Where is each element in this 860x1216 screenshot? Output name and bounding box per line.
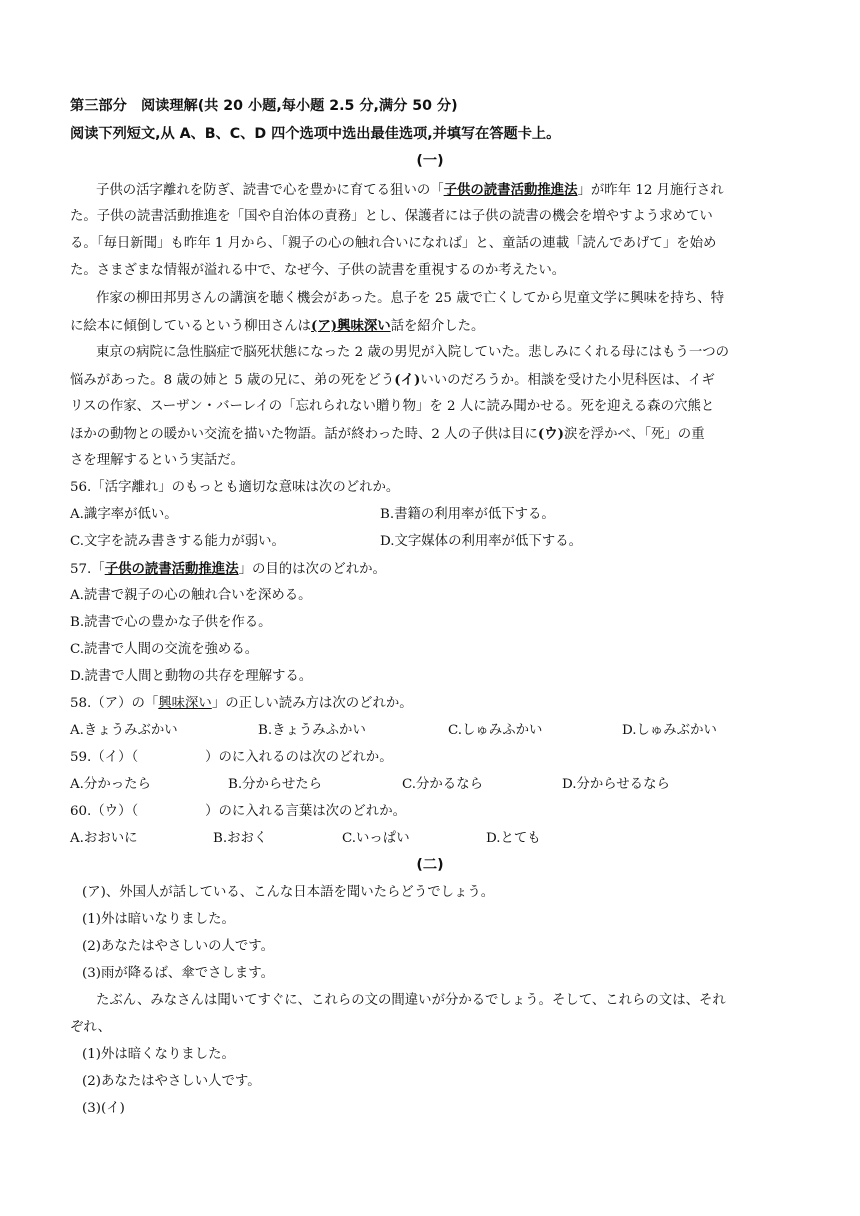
section-instruction: 阅读下列短文,从 A、B、C、D 四个选项中选出最佳选项,并填写在答题卡上。	[70, 126, 561, 142]
passage-2-line: (1)外は暗いなりました。	[82, 912, 235, 927]
text: 57.「	[70, 562, 105, 577]
question-60-option-d[interactable]: D.とても	[486, 831, 541, 846]
question-56-option-c[interactable]: C.文字を読み書きする能力が弱い。	[70, 534, 285, 549]
question-59-option-d[interactable]: D.分からせるなら	[562, 777, 670, 792]
section-title: 第三部分 阅读理解(共 20 小题,每小题 2.5 分,满分 50 分)	[70, 98, 458, 114]
text: 」の目的は次のどれか。	[238, 562, 386, 577]
passage-2-heading: (二)	[416, 857, 444, 873]
text: 悩みがあった。8 歳の姉と 5 歳の兄に、弟の死をどう	[70, 373, 395, 388]
passage-2-line: (2)あなたはやさしいの人です。	[82, 939, 274, 954]
question-58-option-b[interactable]: B.きょうみふかい	[258, 723, 366, 738]
question-60-option-a[interactable]: A.おおいに	[70, 831, 138, 846]
passage-1-line	[96, 180, 724, 201]
question-59-option-c[interactable]: C.分かるなら	[402, 777, 483, 792]
passage-2-line: (2)あなたはやさしい人です。	[82, 1074, 261, 1089]
question-60-stem: 60.（ウ）（ ）のに入れる言葉は次のどれか。	[70, 804, 406, 819]
question-57-option-d[interactable]: D.読書で人間と動物の共存を理解する。	[70, 669, 313, 684]
passage-1-line: た。さまざまな情報が溢れる中で、なぜ今、子供の読書を重視するのか考えたい。	[70, 263, 566, 278]
question-56-option-a[interactable]: A.識字率が低い。	[70, 507, 178, 522]
passage-2-line: たぶん、みなさんは聞いてすぐに、これらの文の間違いが分かるでしょう。そして、これらの文は、それ	[96, 993, 726, 1008]
question-59-option-a[interactable]: A.分かったら	[70, 777, 151, 792]
passage-1-line	[70, 370, 715, 391]
passage-1-line	[70, 424, 705, 445]
text: 」が昨年 12 月施行され	[577, 183, 724, 198]
passage-2-line: ぞれ、	[70, 1020, 111, 1035]
text: に絵本に傾倒しているという柳田さんは	[70, 319, 312, 334]
question-60-option-b[interactable]: B.おおく	[213, 831, 268, 846]
text: 話を紹介した。	[390, 319, 485, 334]
question-58-stem	[70, 694, 413, 714]
question-59-stem: 59.（イ）（ ）のに入れるのは次のどれか。	[70, 750, 393, 765]
blank-i-marker: (イ)	[394, 372, 421, 388]
question-60-option-c[interactable]: C.いっぱい	[342, 831, 410, 846]
text: 58.（ア）の「	[70, 696, 159, 711]
passage-2-line: (1)外は暗くなりました。	[82, 1047, 235, 1062]
law-name: 子供の読書活動推進法	[443, 182, 578, 198]
text: ほかの動物との暖かい交流を描いた物語。話が終わった時、2 人の子供は目に	[70, 427, 538, 442]
text: いいのだろうか。相談を受けた小児科医は、イギ	[420, 373, 715, 388]
passage-1-line: リスの作家、スーザン・バーレイの「忘れられない贈り物」を 2 人に読み聞かせる。死を迎える森の穴熊と	[70, 399, 715, 414]
question-56-option-b[interactable]: B.書籍の利用率が低下する。	[380, 507, 555, 522]
question-56-stem: 56.「活字離れ」のもっとも適切な意味は次のどれか。	[70, 480, 400, 495]
question-58-option-c[interactable]: C.しゅみふかい	[448, 723, 543, 738]
question-57-stem	[70, 559, 386, 580]
underlined-word: 興味深い	[158, 696, 212, 711]
passage-1-line: た。子供の読書活動推進を「国や自治体の責務」とし、保護者には子供の読書の機会を増やすよう求めてい	[70, 209, 713, 224]
passage-1-line	[70, 316, 484, 337]
text: 涙を浮かべ、「死」の重	[563, 427, 705, 442]
question-57-option-c[interactable]: C.読書で人間の交流を強める。	[70, 642, 259, 657]
question-57-option-b[interactable]: B.読書で心の豊かな子供を作る。	[70, 615, 272, 630]
passage-2-line: (ア)、外国人が話している、こんな日本語を聞いたらどうでしょう。	[82, 885, 495, 900]
blank-u-marker: (ウ)	[537, 426, 564, 442]
passage-1-line: る。「毎日新聞」も昨年 1 月から、「親子の心の触れ合いになれば」と、童話の連載「読んであげて」を始め	[70, 236, 717, 251]
law-name: 子供の読書活動推進法	[104, 561, 239, 577]
passage-2-line: (3)(イ)	[82, 1101, 125, 1116]
passage-1-line: 作家の柳田邦男さんの講演を聴く機会があった。息子を 25 歳で亡くしてから児童文学に興味を持ち、特	[96, 291, 724, 306]
question-58-option-d[interactable]: D.しゅみぶかい	[622, 723, 717, 738]
passage-1-heading: (一)	[416, 153, 444, 169]
passage-1-line: さを理解するという実話だ。	[70, 453, 245, 468]
question-58-option-a[interactable]: A.きょうみぶかい	[70, 723, 178, 738]
question-56-option-d[interactable]: D.文字媒体の利用率が低下する。	[380, 534, 582, 549]
passage-1-line: 東京の病院に急性脳症で脳死状態になった 2 歳の男児が入院していた。悲しみにくれる母にはもう一つの	[96, 345, 729, 360]
question-57-option-a[interactable]: A.読書で親子の心の触れ合いを深める。	[70, 588, 312, 603]
question-59-option-b[interactable]: B.分からせたら	[228, 777, 323, 792]
text: 」の正しい読み方は次のどれか。	[211, 696, 413, 711]
passage-2-line: (3)雨が降るば、傘でさします。	[82, 966, 274, 981]
text: 子供の活字離れを防ぎ、読書で心を豊かに育てる狙いの「	[96, 183, 444, 198]
blank-a-marker: (ア)興味深い	[311, 318, 391, 334]
